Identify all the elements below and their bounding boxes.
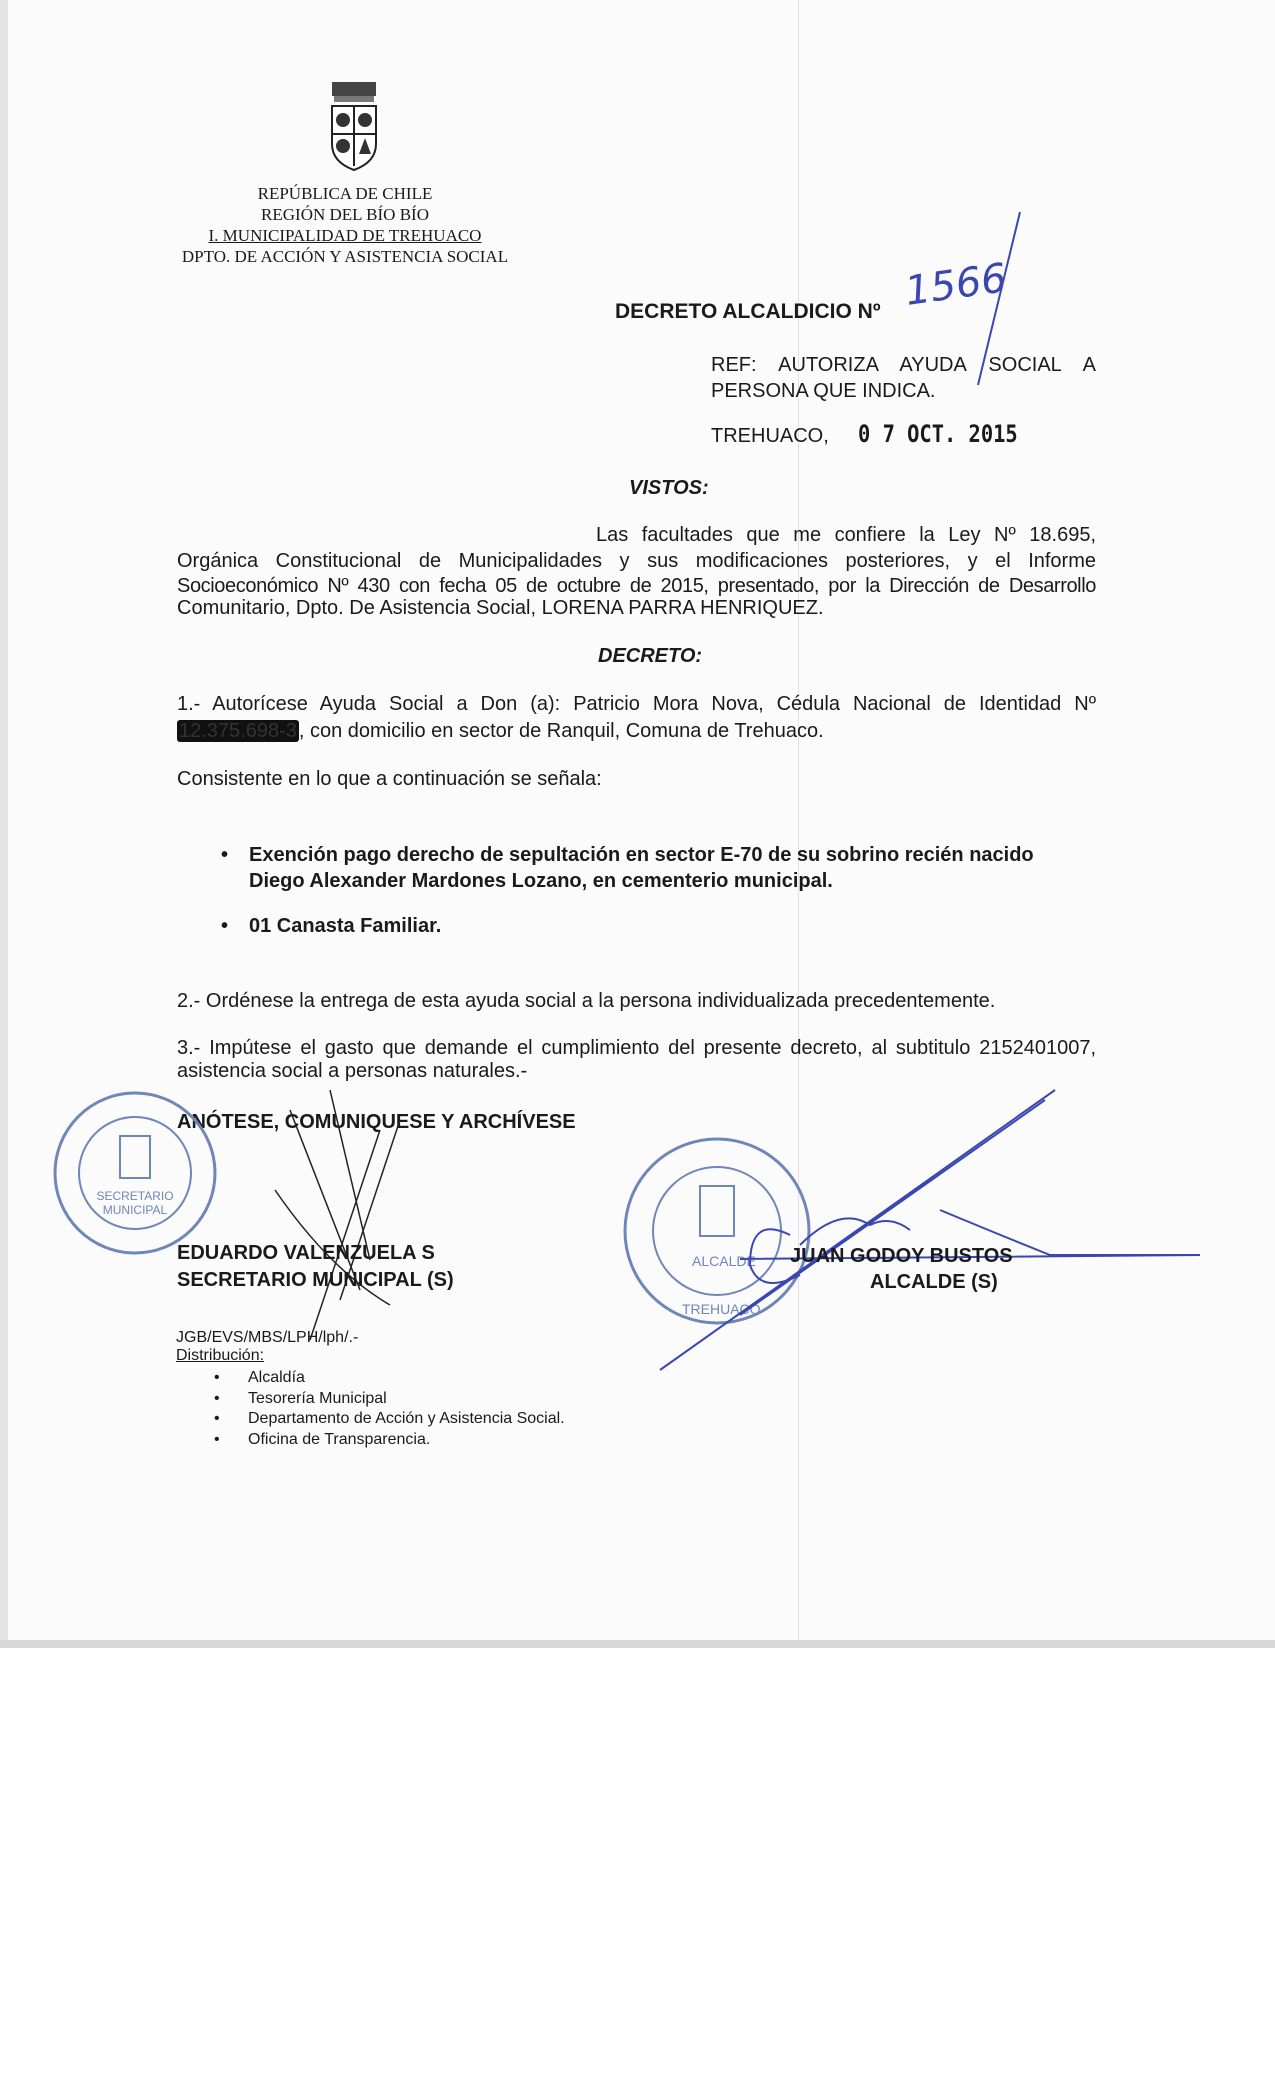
header-republic: REPÚBLICA DE CHILE [257,184,433,203]
secretary-title: SECRETARIO MUNICIPAL (S) [177,1269,454,1291]
ref-line-2: PERSONA QUE INDICA. [711,380,936,402]
article-3-line: 3.- Impútese el gasto que demande el cumplimiento del presente decreto, al subtitulo 2152401007, [177,1037,1096,1059]
svg-text:SECRETARIO: SECRETARIO [96,1189,174,1203]
article-1-line: 1.- Autorícese Ayuda Social a Don (a): Patricio Mora Nova, Cédula Nacional de Identidad Nº [177,693,1096,715]
closing-formula: ANÓTESE, COMUNIQUESE Y ARCHÍVESE [177,1111,576,1133]
decree-title: DECRETO ALCALDICIO Nº [615,300,881,323]
decreto-heading: DECRETO: [598,645,703,667]
distribution-item: • Departamento de Acción y Asistencia Social. [214,1409,565,1430]
article-2: 2.- Ordénese la entrega de esta ayuda social a la persona individualizada precedentemente. [177,990,996,1012]
distribution-item: • Tesorería Municipal [214,1389,565,1410]
vistos-line: Comunitario, Dpto. De Asistencia Social, LORENA PARRA HENRIQUEZ. [177,597,824,619]
secretary-name: EDUARDO VALENZUELA S [177,1242,435,1264]
svg-text:MUNICIPAL: MUNICIPAL [102,1203,168,1217]
secretary-signature [270,1090,430,1350]
date-stamp: 0 7 OCT. 2015 [858,420,1018,448]
vistos-line: Las facultades que me confiere la Ley Nº 18.695, [596,524,1096,546]
header-municipality: I. MUNICIPALIDAD DE TREHUACO [208,226,482,245]
decree-number-handwritten: 1566 [902,255,1010,315]
secretary-stamp [50,1088,220,1258]
benefit-text: 01 Canasta Familiar. [249,915,442,937]
vistos-heading: VISTOS: [629,477,709,499]
header-region: REGIÓN DEL BÍO BÍO [261,205,429,224]
redacted-id-number: 12.375.698-3 [179,720,297,742]
vistos-line: Socioeconómico Nº 430 con fecha 05 de octubre de 2015, presentado, por la Dirección de Desarrollo [177,575,1096,597]
distribution-label: Distribución: [176,1347,265,1364]
benefit-item: • 01 Canasta Familiar. [221,915,442,937]
article-3-line: asistencia social a personas naturales.- [177,1060,528,1082]
fold-line [798,0,799,1640]
distribution-list [214,1368,565,1450]
distribution-item: • Alcaldía [214,1368,565,1389]
benefit-text: Exención pago derecho de sepultación en sector E-70 de su sobrino recién nacido [249,844,1034,866]
consistente-text: Consistente en lo que a continuación se señala: [177,768,602,790]
article-1-line: , con domicilio en sector de Ranquil, Comuna de Trehuaco. [298,720,824,742]
page-edge [0,1640,1275,1648]
benefit-item: • Exención pago derecho de sepultación en sector E-70 de su sobrino recién nacido Diego Alexander Mardones Lozano, en cementerio municipal. [221,844,1034,892]
coat-of-arms-logo [326,80,382,172]
distribution-item: • Oficina de Transparencia. [214,1430,565,1451]
svg-text:ALCALDE: ALCALDE [692,1253,756,1269]
svg-text:TREHUACO: TREHUACO [682,1301,761,1317]
mayor-signature [640,1085,1210,1385]
mayor-title: ALCALDE (S) [870,1271,998,1293]
header-department: DPTO. DE ACCIÓN Y ASISTENCIA SOCIAL [181,247,509,266]
vistos-line: Orgánica Constitucional de Municipalidades y sus modificaciones posteriores, y el Informe [177,550,1096,572]
initials: JGB/EVS/MBS/LPH/lph/.- [176,1329,359,1346]
mayor-name: JUAN GODOY BUSTOS [790,1245,1013,1267]
benefit-text: Diego Alexander Mardones Lozano, en cementerio municipal. [249,870,833,892]
place: TREHUACO, [711,425,829,447]
ref-line-1: REF: AUTORIZA AYUDA SOCIAL A [711,354,1096,376]
